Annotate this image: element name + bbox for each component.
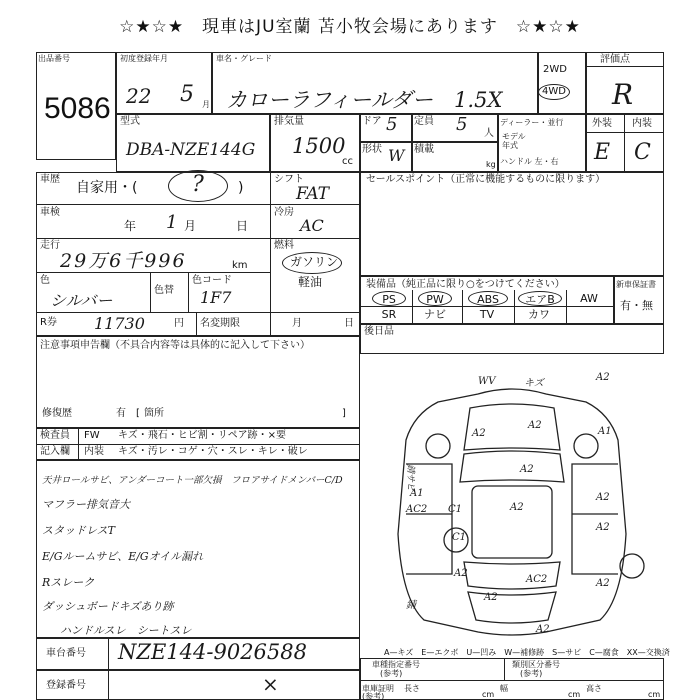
- chassis-value: NZE144-9026588: [118, 640, 307, 664]
- loading-label: 積載: [414, 144, 434, 155]
- repair-bracket-close: ]: [342, 408, 346, 419]
- inspection-month-unit: 月: [184, 219, 197, 233]
- doors-value: 5: [386, 114, 398, 135]
- mileage-value: 29万6千996: [60, 250, 187, 272]
- mileage-unit: km: [232, 260, 248, 271]
- comment-line: E/Gルームサビ、E/Gオイル漏れ: [42, 550, 204, 563]
- history-divider: [36, 204, 360, 205]
- ext-value: E: [594, 140, 611, 165]
- fuel-value: ガソリン: [290, 255, 339, 269]
- notes-label: 注意事項申告欄（不具合内容等は具体的に記入して下さい）: [40, 340, 310, 351]
- sales-point-box: [360, 172, 664, 276]
- color-divider: [36, 312, 360, 313]
- equip-leather: カワ: [528, 308, 550, 321]
- diagram-mark: キズ: [524, 378, 544, 389]
- shape-value: W: [388, 146, 405, 165]
- seat-label: 後日品: [364, 326, 394, 337]
- diagram-mark: A2: [596, 372, 610, 383]
- equip-aw: AW: [580, 292, 598, 305]
- diagram-mark: AC2: [406, 504, 428, 515]
- warranty-label: 新車保証書: [616, 280, 656, 289]
- diagram-mark: 錆: [406, 600, 416, 611]
- repair-value: 有: [116, 408, 126, 419]
- color-code-value: 1F7: [200, 288, 232, 307]
- handle-label: ハンドル 左・右: [500, 157, 559, 166]
- diagram-mark: A2: [510, 502, 524, 513]
- equip-abs: ABS: [468, 291, 508, 306]
- comment-line: スタッドレスT: [42, 524, 116, 537]
- dealer-label: ディーラー・並行: [500, 118, 564, 127]
- diagram-mark: A2: [484, 592, 498, 603]
- capacity-label: 定員: [414, 116, 434, 127]
- bottom-row2e: cm: [568, 690, 581, 699]
- grade-value: R: [612, 78, 634, 111]
- equip-col4: [566, 290, 567, 324]
- ext-int-vdivider: [624, 114, 625, 172]
- displacement-value: 1500: [292, 134, 346, 158]
- first-reg-label: 初度登録年月: [120, 54, 168, 63]
- model-year-label2: 年式: [502, 141, 518, 150]
- diagram-mark: C1: [448, 504, 463, 515]
- drive-2wd: 2WD: [543, 64, 567, 75]
- displacement-unit: cc: [342, 156, 353, 167]
- history-mark: ?: [192, 172, 204, 197]
- diagram-mark: A1: [410, 488, 424, 499]
- recycle-value: 11730: [94, 314, 145, 333]
- comment-line: 天井ロールサビ、アンダーコート一部欠損 フロアサイドメンバーC/D: [42, 475, 343, 486]
- drive-box: [538, 52, 586, 114]
- sheet-title: ☆★☆★ 現車はJU室蘭 苫小牧会場にあります ☆★☆★: [119, 17, 581, 37]
- doors-label: ドア: [362, 116, 382, 127]
- warranty-value: 有・無: [620, 299, 653, 312]
- grade-label: 評価点: [600, 54, 630, 65]
- bottom-row2h: (参考): [362, 692, 385, 700]
- repair-bracket-open: [: [136, 408, 140, 419]
- bottom-cell2: 類別区分番号: [512, 660, 560, 669]
- inspection-year-unit: 年: [124, 219, 137, 233]
- bottom-row2b: 長さ: [404, 684, 420, 693]
- diagram-mark: A2: [520, 464, 534, 475]
- shape-label: 形状: [362, 144, 382, 155]
- color-value: シルバー: [50, 291, 113, 310]
- name-change-month: 月: [292, 318, 302, 329]
- legend: A—キズ E—エクボ U—凹み W—補修跡 S—サビ C—腐食 XX—交換済: [384, 648, 670, 657]
- comment-line: マフラー排気音大: [42, 498, 130, 511]
- comment-line: ダッシュボードキズあり跡: [42, 600, 174, 613]
- name-change-day: 日: [344, 318, 354, 329]
- bottom-row2c: cm: [482, 690, 495, 699]
- chassis-label: 車台番号: [46, 648, 86, 659]
- diagram-mark: A2: [528, 420, 542, 431]
- inspector-label1: 検査員: [40, 430, 70, 441]
- comment-line: ハンドルスレ シートスレ: [60, 624, 192, 637]
- diagram-mark: AC2: [526, 574, 548, 585]
- equipment-label: 装備品（純正品に限り○をつけてください）: [366, 279, 565, 290]
- bottom-cell1: 車種指定番号: [372, 660, 420, 669]
- mileage-label: 走行: [40, 240, 60, 251]
- car-damage-diagram: [360, 354, 664, 644]
- int-label: 内装: [632, 118, 652, 129]
- equip-ps: PS: [372, 291, 406, 306]
- inspector-interior: 内装: [84, 446, 104, 457]
- diagram-mark: A2: [454, 568, 468, 579]
- shift-label: シフト: [274, 174, 304, 185]
- fuel-option: 軽油: [298, 275, 323, 289]
- model-year-label1: モデル: [502, 132, 526, 141]
- equip-airbag: エアB: [518, 291, 562, 306]
- grade-divider: [586, 66, 664, 67]
- inspector-hdivider: [36, 444, 360, 445]
- capacity-unit: 人: [484, 128, 494, 139]
- loading-unit: kg: [486, 160, 496, 169]
- history-label: 車歴: [40, 174, 60, 185]
- int-value: C: [634, 140, 651, 165]
- diagram-mark: WV: [478, 376, 496, 387]
- shift-value: FAT: [296, 184, 330, 204]
- inspector-interior-items: キズ・汚レ・コゲ・穴・スレ・キレ・破レ: [118, 446, 308, 457]
- equip-col1: [412, 290, 413, 324]
- color-change-label: 色替: [154, 285, 174, 296]
- diagram-mark: C1: [452, 532, 467, 543]
- inspection-divider: [36, 238, 360, 239]
- inspection-label: 車検: [40, 207, 60, 218]
- inspector-fw-items: キズ・飛石・ヒビ割・リペア跡・×要: [118, 430, 286, 441]
- bottom-row2a: 車庫証明: [362, 684, 394, 693]
- lot-number: 5086: [44, 92, 111, 125]
- recycle-unit: 円: [174, 318, 184, 329]
- diagram-mark: A2: [596, 522, 610, 533]
- seat-box: [360, 324, 664, 354]
- bottom-cell1b: (参考): [380, 669, 403, 678]
- registration-value: ×: [262, 672, 279, 696]
- first-reg-year: 22: [126, 84, 152, 108]
- diagram-mark: A2: [536, 624, 550, 635]
- bottom-row2g: cm: [648, 690, 661, 699]
- equip-col3: [514, 290, 515, 324]
- color-code-label: 色コード: [192, 275, 232, 286]
- inspection-day-unit: 日: [236, 219, 249, 233]
- comment-line: Rスレーク: [42, 576, 95, 589]
- bottom-right-vdivider: [504, 658, 505, 680]
- inspector-fw: FW: [84, 430, 100, 441]
- displacement-label: 排気量: [274, 116, 304, 127]
- equip-tv: TV: [479, 308, 495, 321]
- car-name-value: カローラフィールダー 1.5X: [226, 88, 503, 112]
- equip-navi: ナビ: [424, 308, 446, 321]
- bottom-row2f: 高さ: [586, 684, 602, 693]
- inspector-label2: 記入欄: [40, 446, 70, 457]
- diagram-mark: A2: [472, 428, 486, 439]
- model-label: 型式: [120, 116, 140, 127]
- bottom-right-hdivider: [360, 680, 664, 681]
- drive-4wd: 4WD: [538, 84, 570, 100]
- equip-col2: [462, 290, 463, 324]
- inspector-vdivider: [78, 428, 79, 460]
- model-value: DBA-NZE144G: [126, 140, 256, 160]
- diagram-side-note: 錆サビ: [405, 464, 415, 492]
- bottom-row2d: 幅: [500, 684, 508, 693]
- first-reg-month: 5: [180, 82, 194, 107]
- sales-point-label: セールスポイント（正常に機能するものに限ります）: [366, 174, 606, 185]
- ext-label: 外装: [592, 118, 612, 129]
- recycle-vdivider: [196, 312, 197, 336]
- fuel-label: 燃料: [274, 240, 294, 251]
- repair-label: 修復歴: [42, 408, 72, 419]
- name-change-label: 名変期限: [200, 318, 240, 329]
- recycle-label: R券: [40, 317, 57, 328]
- color-vdivider1: [150, 272, 151, 312]
- capacity-value: 5: [456, 114, 468, 135]
- diagram-mark: A1: [598, 426, 612, 437]
- car-name-label: 車名・グレード: [216, 54, 272, 63]
- equip-pw: PW: [418, 291, 452, 306]
- color-vdivider2: [188, 272, 189, 312]
- aircon-value: AC: [300, 216, 324, 235]
- ext-int-hdivider: [586, 132, 664, 133]
- repair-place: 箇所: [144, 408, 164, 419]
- first-reg-month-unit: 月: [202, 100, 210, 109]
- history-value: 自家用・(: [76, 180, 138, 196]
- bottom-cell2b: (参考): [520, 669, 543, 678]
- registration-label: 登録番号: [46, 680, 86, 691]
- diagram-mark: A2: [596, 578, 610, 589]
- aircon-label: 冷房: [274, 207, 294, 218]
- lot-label: 出品番号: [38, 54, 70, 63]
- diagram-mark: A2: [596, 492, 610, 503]
- equip-sr: SR: [381, 308, 397, 321]
- color-label: 色: [40, 275, 50, 286]
- history-close: ): [238, 180, 244, 196]
- inspection-month: 1: [166, 212, 178, 233]
